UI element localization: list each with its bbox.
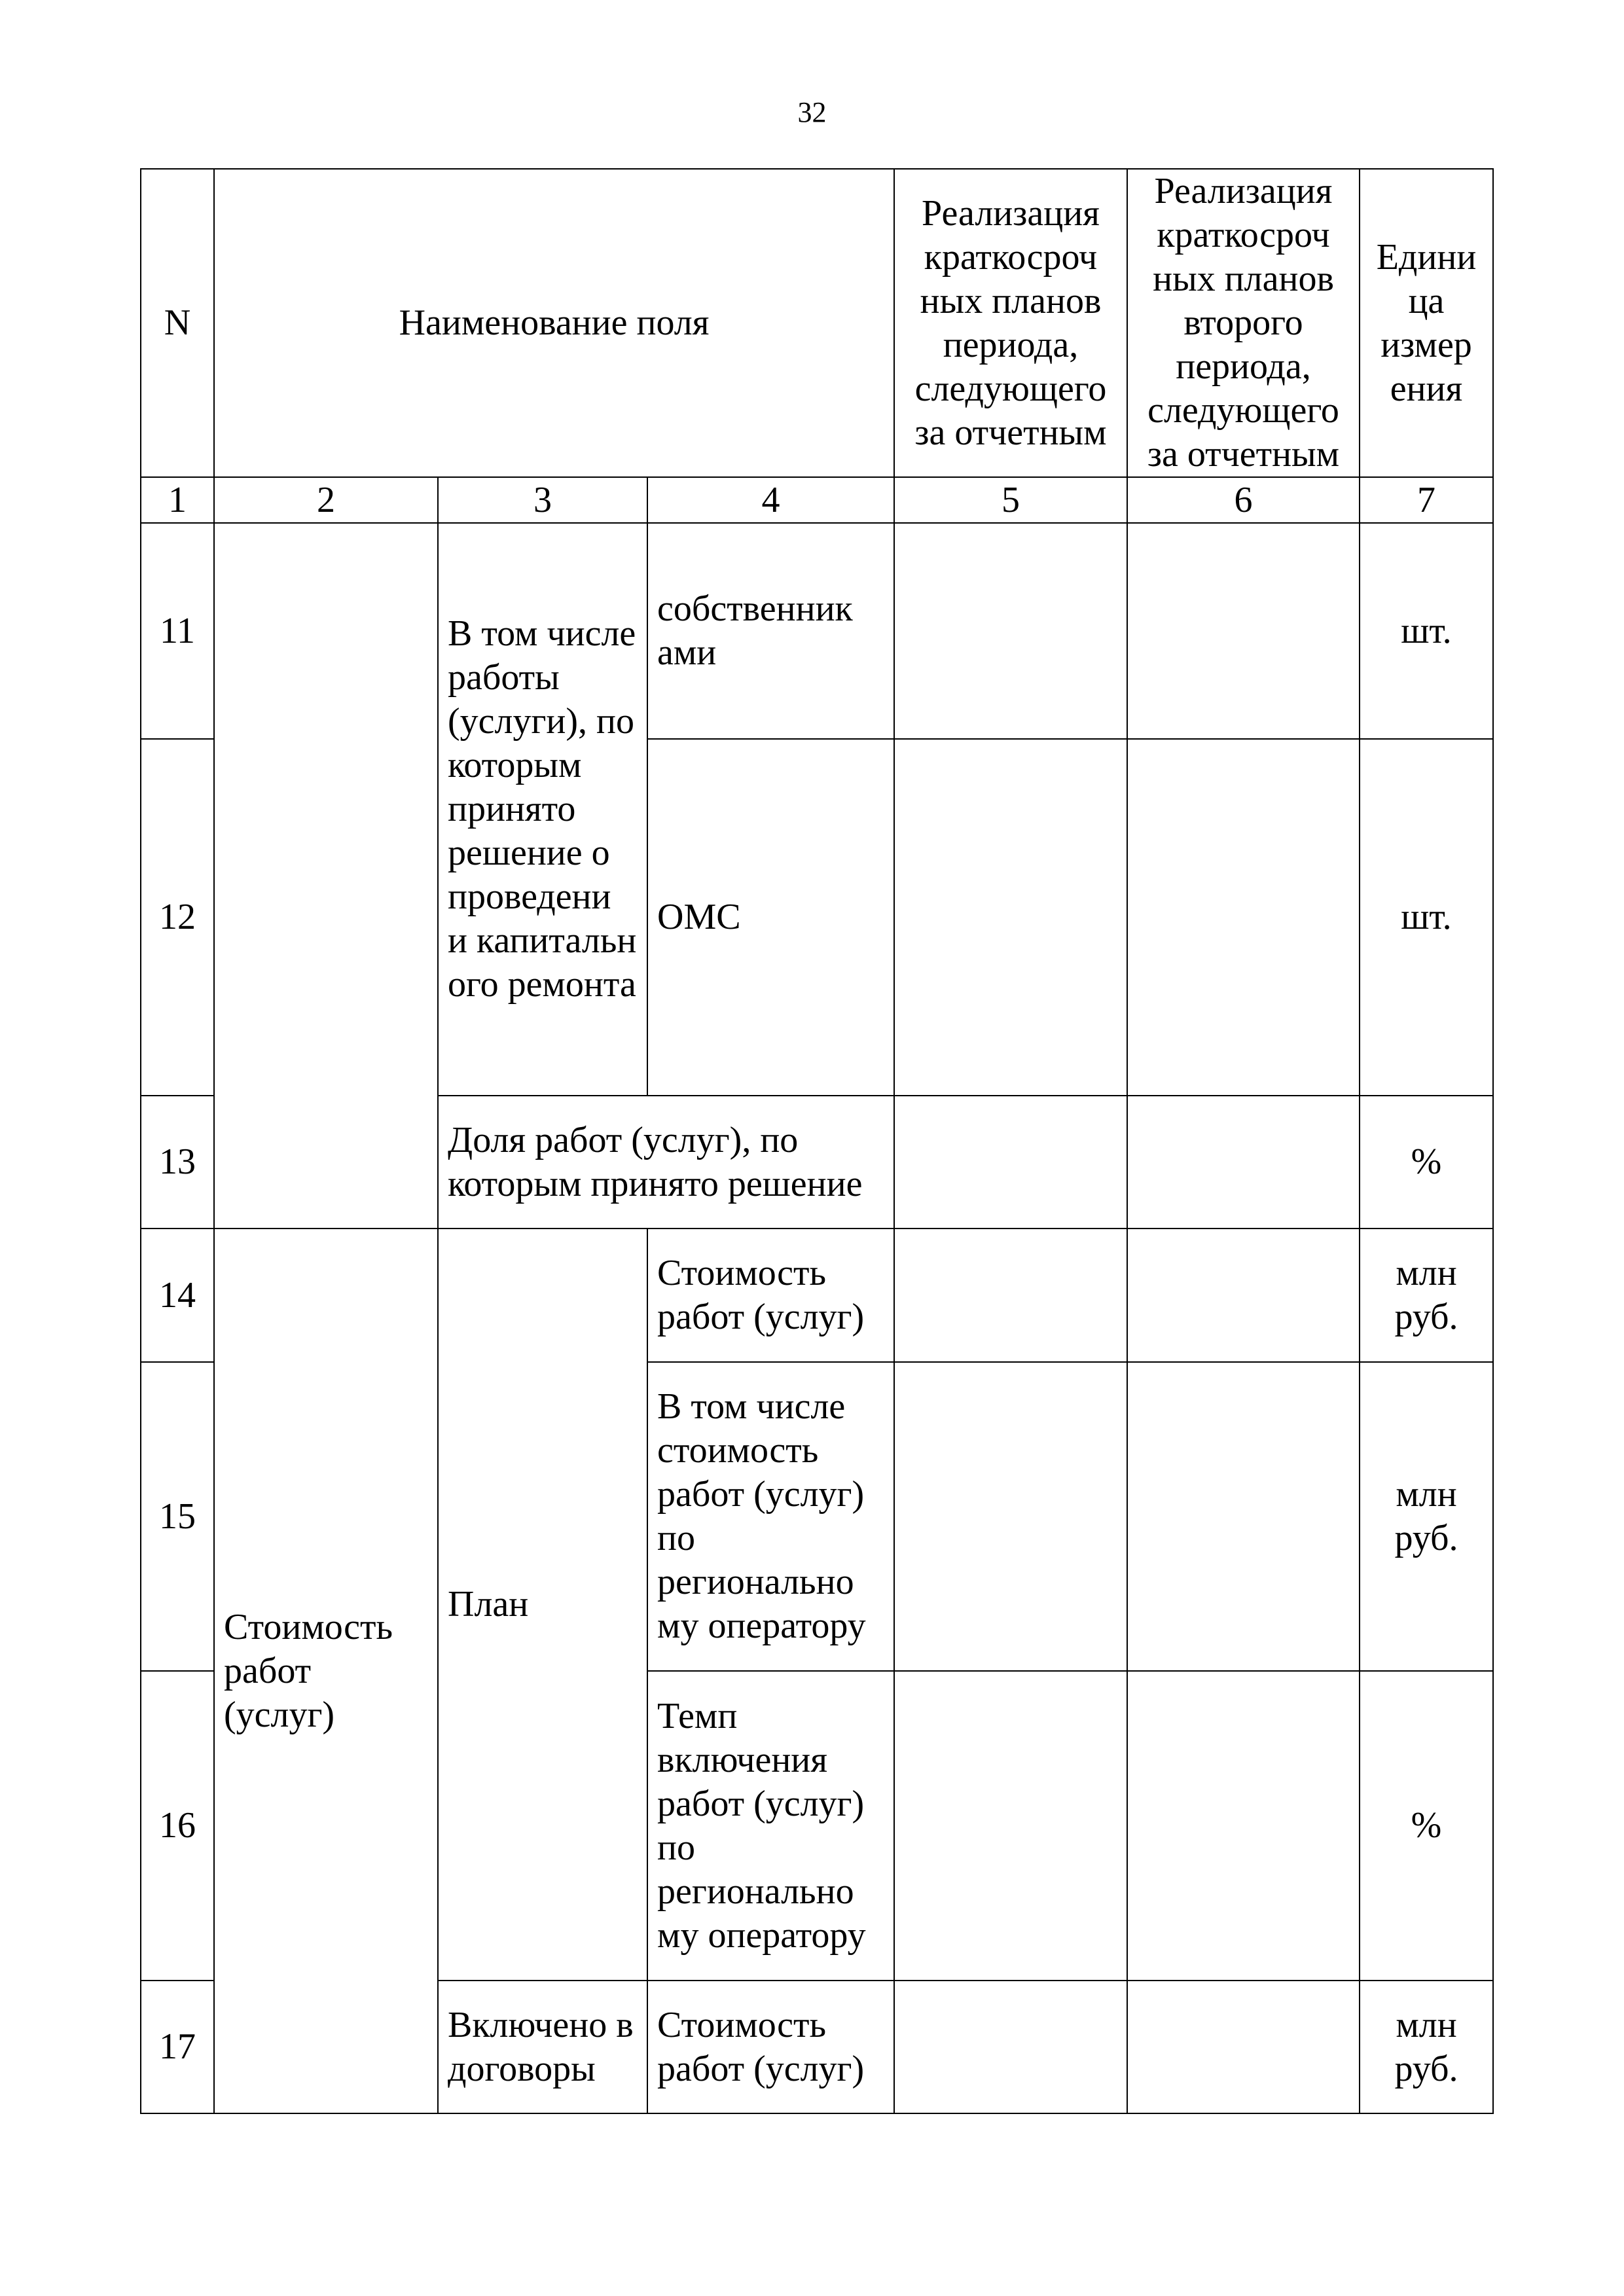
row-number: 17 <box>141 1981 214 2113</box>
row-unit: шт. <box>1360 523 1493 739</box>
group-works-decision: В том числе работы (услуги), по которым принято решение о проведени и капитальн ого ремонта <box>438 523 647 1096</box>
header-row <box>141 169 1493 477</box>
row-number: 16 <box>141 1671 214 1981</box>
group-plan: План <box>438 1229 647 1981</box>
column-number: 3 <box>438 477 647 523</box>
value-cell-col6 <box>1127 523 1360 739</box>
value-cell-col5 <box>894 1229 1127 1362</box>
column-number: 1 <box>141 477 214 523</box>
value-cell-col6 <box>1127 1229 1360 1362</box>
value-cell-col5 <box>894 1096 1127 1229</box>
header-n: N <box>141 169 214 477</box>
row-name: Стоимость работ (услуг) <box>647 1981 894 2113</box>
page-number: 32 <box>797 96 827 128</box>
value-cell-col5 <box>894 1362 1127 1671</box>
table-row <box>141 1229 1493 1362</box>
value-cell-col6 <box>1127 1362 1360 1671</box>
value-cell-col5 <box>894 523 1127 739</box>
group-cost: Стоимость работ (услуг) <box>214 1229 438 2113</box>
row-name: ОМС <box>647 739 894 1096</box>
header-col6: Реализация краткосроч ных планов второго периода, следующего за отчетным <box>1127 169 1360 477</box>
row-unit: % <box>1360 1671 1493 1981</box>
value-cell-col5 <box>894 1981 1127 2113</box>
column-number: 5 <box>894 477 1127 523</box>
row-number: 11 <box>141 523 214 739</box>
column-number: 4 <box>647 477 894 523</box>
column-number: 7 <box>1360 477 1493 523</box>
row-unit: млн руб. <box>1360 1229 1493 1362</box>
row-number: 15 <box>141 1362 214 1671</box>
table-row <box>141 523 1493 739</box>
column-number: 2 <box>214 477 438 523</box>
column-number-row <box>141 477 1493 523</box>
row-number: 13 <box>141 1096 214 1229</box>
row-number: 14 <box>141 1229 214 1362</box>
value-cell-col6 <box>1127 1671 1360 1981</box>
row-unit: % <box>1360 1096 1493 1229</box>
value-cell-col6 <box>1127 739 1360 1096</box>
group-empty-cell <box>214 523 438 1229</box>
row-unit: шт. <box>1360 739 1493 1096</box>
row-unit: млн руб. <box>1360 1362 1493 1671</box>
group-contracts: Включено в договоры <box>438 1981 647 2113</box>
row-name: Доля работ (услуг), по которым принято решение <box>438 1096 894 1229</box>
row-number: 12 <box>141 739 214 1096</box>
row-name: собственник ами <box>647 523 894 739</box>
header-field-name: Наименование поля <box>214 169 894 477</box>
value-cell-col5 <box>894 739 1127 1096</box>
row-name: Темп включения работ (услуг) по регионально му оператору <box>647 1671 894 1981</box>
column-number: 6 <box>1127 477 1360 523</box>
value-cell-col5 <box>894 1671 1127 1981</box>
row-unit: млн руб. <box>1360 1981 1493 2113</box>
value-cell-col6 <box>1127 1981 1360 2113</box>
row-name: Стоимость работ (услуг) <box>647 1229 894 1362</box>
row-name: В том числе стоимость работ (услуг) по регионально му оператору <box>647 1362 894 1671</box>
header-col5: Реализация краткосроч ных планов периода, следующего за отчетным <box>894 169 1127 477</box>
header-col7: Едини ца измер ения <box>1360 169 1493 477</box>
data-table <box>140 168 1494 2114</box>
value-cell-col6 <box>1127 1096 1360 1229</box>
